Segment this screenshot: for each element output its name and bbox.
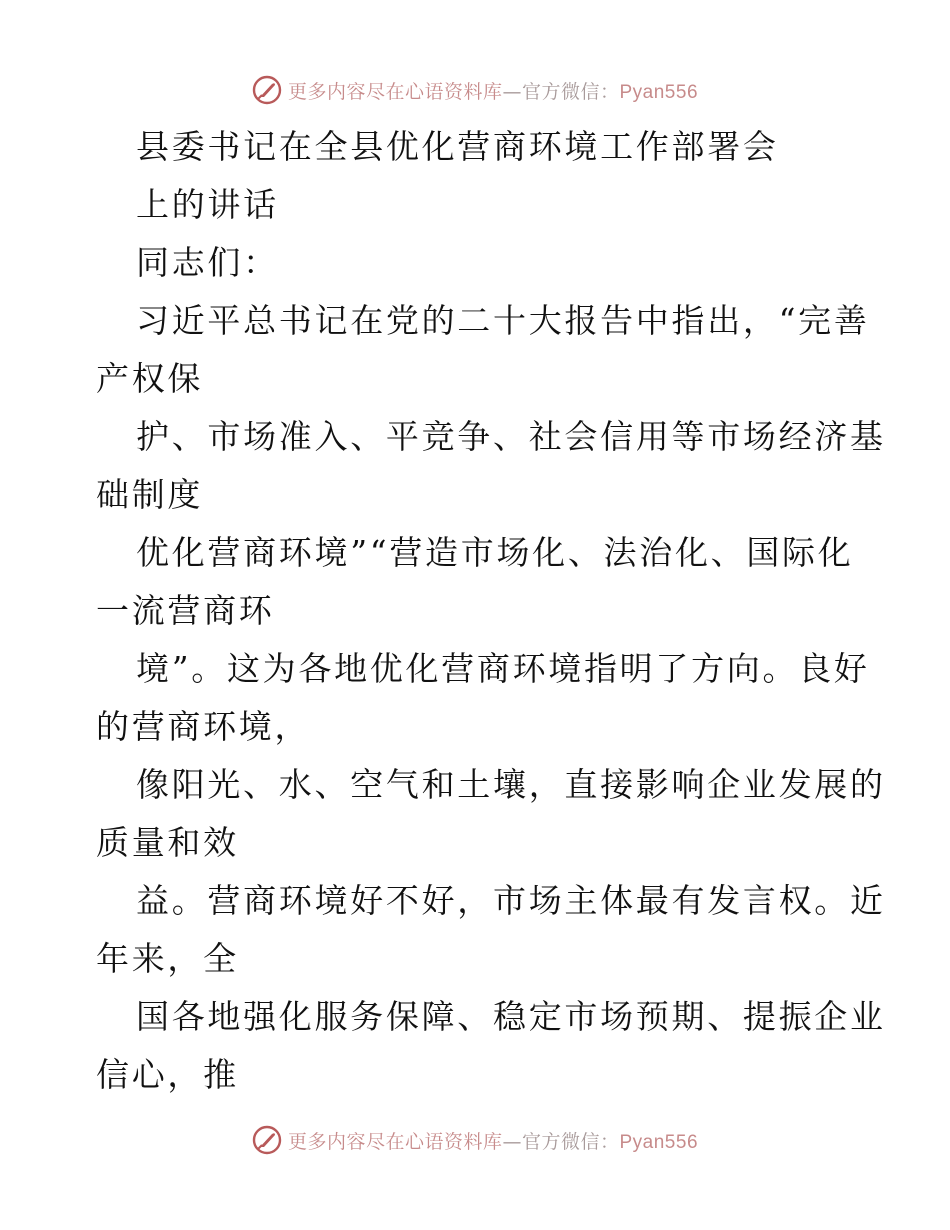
watermark-wechat-label: 官方微信： — [521, 1130, 620, 1153]
doc-line: 同志们： — [136, 243, 279, 282]
watermark-dash: — — [502, 1130, 522, 1153]
watermark-text — [288, 77, 698, 104]
doc-line: 县委书记在全县优化营商环境工作部署会 — [136, 127, 779, 166]
doc-line: 国各地强化服务保障、稳定市场预期、提振企业 — [136, 997, 886, 1036]
doc-line: 优化营商环境”“营造市场化、法治化、国际化 — [136, 533, 854, 572]
doc-line: 习近平总书记在党的二十大报告中指出，“完善 — [136, 301, 870, 340]
watermark-site-text: 更多内容尽在心语资料库 — [287, 1130, 503, 1153]
doc-line: 础制度 — [96, 475, 204, 514]
document-body — [96, 118, 886, 1104]
doc-line: 益。营商环境好不好，市场主体最有发言权。近 — [136, 881, 886, 920]
watermark-wechat-id: Pyan556 — [619, 81, 699, 103]
doc-line: 境”。这为各地优化营商环境指明了方向。良好 — [136, 649, 870, 688]
quill-logo-icon — [252, 75, 282, 105]
doc-line: 一流营商环 — [96, 591, 275, 630]
watermark-wechat-id: Pyan556 — [619, 1131, 699, 1153]
doc-line: 产权保 — [96, 359, 204, 398]
doc-line: 上的讲话 — [136, 185, 279, 224]
doc-line: 像阳光、水、空气和土壤，直接影响企业发展的 — [136, 765, 886, 804]
quill-logo-icon — [252, 1125, 282, 1155]
watermark-site-text: 更多内容尽在心语资料库 — [287, 80, 503, 103]
watermark-dash: — — [502, 80, 522, 103]
watermark-wechat-label: 官方微信： — [521, 80, 620, 103]
doc-line: 质量和效 — [96, 823, 239, 862]
doc-line: 信心，推 — [96, 1055, 239, 1094]
doc-line: 护、市场准入、平竞争、社会信用等市场经济基 — [136, 417, 886, 456]
watermark-header — [0, 70, 950, 110]
doc-line: 的营商环境， — [96, 707, 311, 746]
doc-line: 年来，全 — [96, 939, 239, 978]
watermark-footer — [0, 1120, 950, 1160]
watermark-text — [288, 1127, 698, 1154]
